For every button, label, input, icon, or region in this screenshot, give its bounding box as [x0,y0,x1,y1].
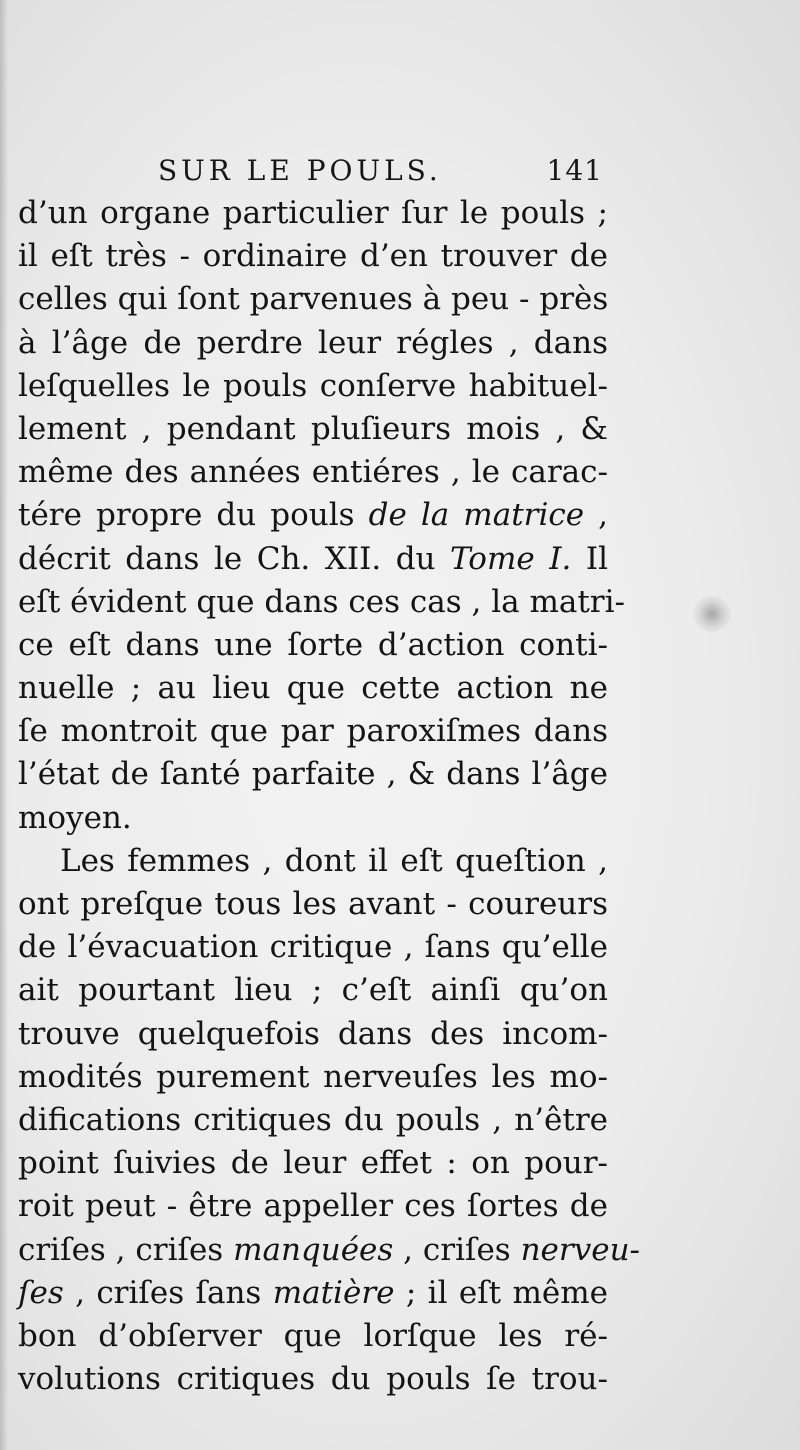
text-line: ce eſt dans une ſorte d’action conti- [18,626,608,663]
text-line: ait pourtant lieu ; c’eſt ainſi qu’on [18,972,608,1009]
text-line: eſt évident que dans ces cas , la matri- [18,583,626,620]
text-line: point ſuivies de leur effet : on pour- [18,1145,608,1182]
text-line: modités purement nerveuſes les mo- [18,1058,608,1095]
text-line: moyen. [18,799,132,836]
text-line: celles qui ſont parvenues à peu - près [18,281,609,318]
text-line: de l’évacuation critique , ſans qu’elle [18,929,608,966]
text-line: d’un organe particulier ſur le pouls ; [18,195,608,231]
text-line: roit peut - être appeller ces ſortes de [18,1188,608,1225]
text-line: difications critiques du pouls , n’être [18,1101,608,1138]
text-line: même des années entiéres , le carac- [18,454,608,491]
text-line: ſes , criſes ſans matière ; il eſt même [18,1274,608,1311]
text-line: lement , pendant pluſieurs mois , & [18,410,608,447]
text-line: Les femmes , dont il eſt queſtion , [60,842,608,879]
text-line: leſquelles le pouls conſerve habituel- [18,367,608,404]
text-line: tére propre du pouls de la matrice , [18,497,608,534]
text-line: bon d’obſerver que lorſque les ré- [18,1317,608,1354]
text-line: il eſt très - ordinaire d’en trouver de [18,238,608,275]
italic-term: de la matrice [368,497,585,534]
text-line: à l’âge de perdre leur régles , dans [18,324,608,361]
text-line: volutions critiques du pouls ſe trou- [18,1361,608,1398]
text-line: ſe montroit que par paroxiſmes dans [18,713,608,750]
text-line: ont preſque tous les avant - coureurs [18,886,608,922]
page-number: 141 [546,154,603,187]
text-line: décrit dans le Ch. XII. du Tome I. Il [18,540,608,577]
italic-term: Tome I. [450,540,572,577]
text-line: criſes , criſes manquées , criſes nerveu- [18,1231,641,1268]
italic-term: ſes [18,1274,64,1311]
running-title: SUR LE POULS. [158,154,442,187]
text-line: trouve quelquefois dans des incom- [18,1015,608,1052]
page-header [158,152,603,192]
body-text [18,192,641,1401]
italic-term: matière [272,1274,395,1311]
italic-term: manquées [233,1231,394,1268]
ink-smudge [692,596,732,632]
page-gutter-shadow [0,0,8,1450]
text-line: nuelle ; au lieu que cette action ne [18,670,608,707]
italic-term: nerveu- [520,1231,641,1268]
text-line: l’état de ſanté parfaite , & dans l’âge [18,756,608,793]
